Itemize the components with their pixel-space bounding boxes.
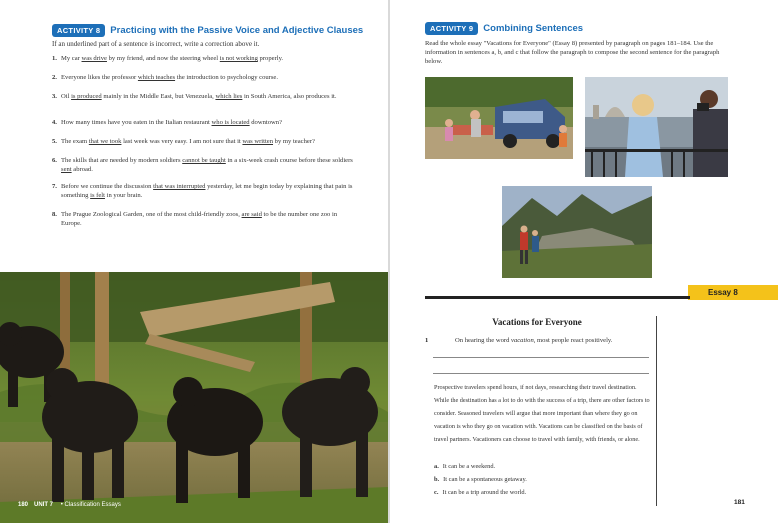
underlined-phrase[interactable]: is not working — [219, 55, 258, 62]
page-number: 180 — [18, 502, 29, 508]
first-sentence-lead: On hearing the word — [455, 337, 512, 344]
unit-label: UNIT 7 — [34, 502, 54, 508]
underlined-phrase[interactable]: which lies — [215, 93, 243, 100]
essay-header-rule — [425, 296, 690, 299]
activity-title: Practicing with the Passive Voice and Adjective Clauses — [110, 25, 364, 36]
item-text: My car was drive by my friend, and now the steering wheel is not working properly. — [61, 55, 284, 62]
underlined-phrase[interactable]: is produced — [71, 93, 102, 100]
essay-margin-rule — [656, 316, 657, 506]
activity-9-header — [425, 22, 583, 35]
exercise-item — [52, 156, 357, 174]
exercise-item — [52, 118, 357, 127]
paragraph-number: 1 — [425, 337, 429, 344]
underlined-phrase[interactable]: that was interrupted — [153, 183, 206, 190]
activity-instructions: Read the whole essay "Vacations for Everyone" (Essay 8) presented by paragraph on pages 181–184. Use the information in sentences a, b, and c that follow the paragraph to compose the second sentence for the paragraph below. — [425, 40, 720, 65]
option-text: It can be a trip around the world. — [442, 489, 527, 496]
item-text: How many times have you eaten in the Italian restaurant who is located downtown? — [61, 119, 283, 126]
exercise-item — [52, 73, 357, 82]
item-text: Everyone likes the professor which teaches the introduction to psychology course. — [61, 74, 278, 81]
option-letter: b. — [434, 476, 440, 483]
item-text: The Prague Zoological Garden, one of the most child-friendly zoos, are said to be the number one zoo in Europe. — [61, 211, 338, 227]
item-number: 1. — [52, 55, 57, 62]
exercise-item — [52, 92, 357, 101]
option-b — [434, 476, 527, 483]
option-a — [434, 463, 495, 470]
left-page — [0, 0, 388, 523]
answer-line-1[interactable] — [433, 357, 649, 358]
activity-badge: ACTIVITY 9 — [425, 22, 478, 35]
activity-8-header — [52, 24, 363, 37]
item-number: 6. — [52, 157, 57, 164]
machu-picchu-hikers-photo — [502, 186, 652, 278]
essay-paragraph: Prospective travelers spend hours, if not days, researching their travel destination. While the destination has a lot to do with the success of a trip, there are other factors to consider. Seasoned travelers will argue that more important than where they go on vacation is who they go on vacation with. Vacations can be classified on the basis of travel partners. Vacationers can choose to travel with family, with friends, or alone. — [434, 384, 650, 444]
item-number: 2. — [52, 74, 57, 81]
item-number: 7. — [52, 183, 57, 190]
underlined-phrase[interactable]: was drive — [81, 55, 107, 62]
section-label: Classification Essays — [64, 502, 121, 508]
item-text: The skills that are needed by modern soldiers cannot be taught in a six-week crash course before these soldiers sent abroad. — [61, 157, 353, 173]
chimpanzee-photo — [0, 272, 388, 523]
underlined-phrase[interactable]: is felt — [90, 192, 105, 199]
exercise-item — [52, 210, 357, 228]
item-text: Oil is produced mainly in the Middle East, but Venezuela, which lies in South America, also produces it. — [61, 93, 337, 100]
right-page-number: 181 — [734, 499, 745, 506]
essay-first-sentence — [455, 337, 612, 344]
exercise-item — [52, 182, 357, 200]
family-car-trip-photo — [425, 77, 573, 159]
activity-instructions: If an underlined part of a sentence is incorrect, write a correction above it. — [52, 40, 260, 48]
item-text: The exam that we took last week was very easy. I am not sure that it was written by my teacher? — [61, 138, 315, 145]
exercise-item — [52, 137, 357, 146]
left-page-folio: 180 UNIT 7 • Classification Essays — [18, 502, 121, 508]
item-text: Before we continue the discussion that was interrupted yesterday, let me begin today by explaining that pain is something is felt in your brain. — [61, 183, 353, 199]
underlined-phrase[interactable]: that we took — [88, 138, 122, 145]
underlined-phrase[interactable]: who is located — [211, 119, 250, 126]
underlined-phrase[interactable]: are said — [241, 211, 262, 218]
underlined-phrase[interactable]: was written — [242, 138, 274, 145]
option-letter: c. — [434, 489, 439, 496]
first-sentence-tail: , most people react positively. — [533, 337, 613, 344]
first-sentence-emphasis: vacation — [511, 337, 534, 344]
activity-badge: ACTIVITY 8 — [52, 24, 105, 37]
london-couple-photo — [585, 77, 728, 177]
option-text: It can be a spontaneous getaway. — [443, 476, 527, 483]
item-number: 4. — [52, 119, 57, 126]
item-number: 3. — [52, 93, 57, 100]
activity-title: Combining Sentences — [483, 23, 584, 34]
option-text: It can be a weekend. — [442, 463, 496, 470]
answer-line-2[interactable] — [433, 373, 649, 374]
essay-title: Vacations for Everyone — [492, 317, 582, 327]
option-letter: a. — [434, 463, 439, 470]
underlined-phrase[interactable]: cannot be taught — [182, 157, 226, 164]
item-number: 5. — [52, 138, 57, 145]
option-c — [434, 489, 526, 496]
underlined-phrase[interactable]: sent — [61, 166, 72, 173]
exercise-item — [52, 54, 357, 63]
underlined-phrase[interactable]: which teaches — [137, 74, 176, 81]
essay-tab: Essay 8 — [688, 285, 778, 300]
item-number: 8. — [52, 211, 57, 218]
